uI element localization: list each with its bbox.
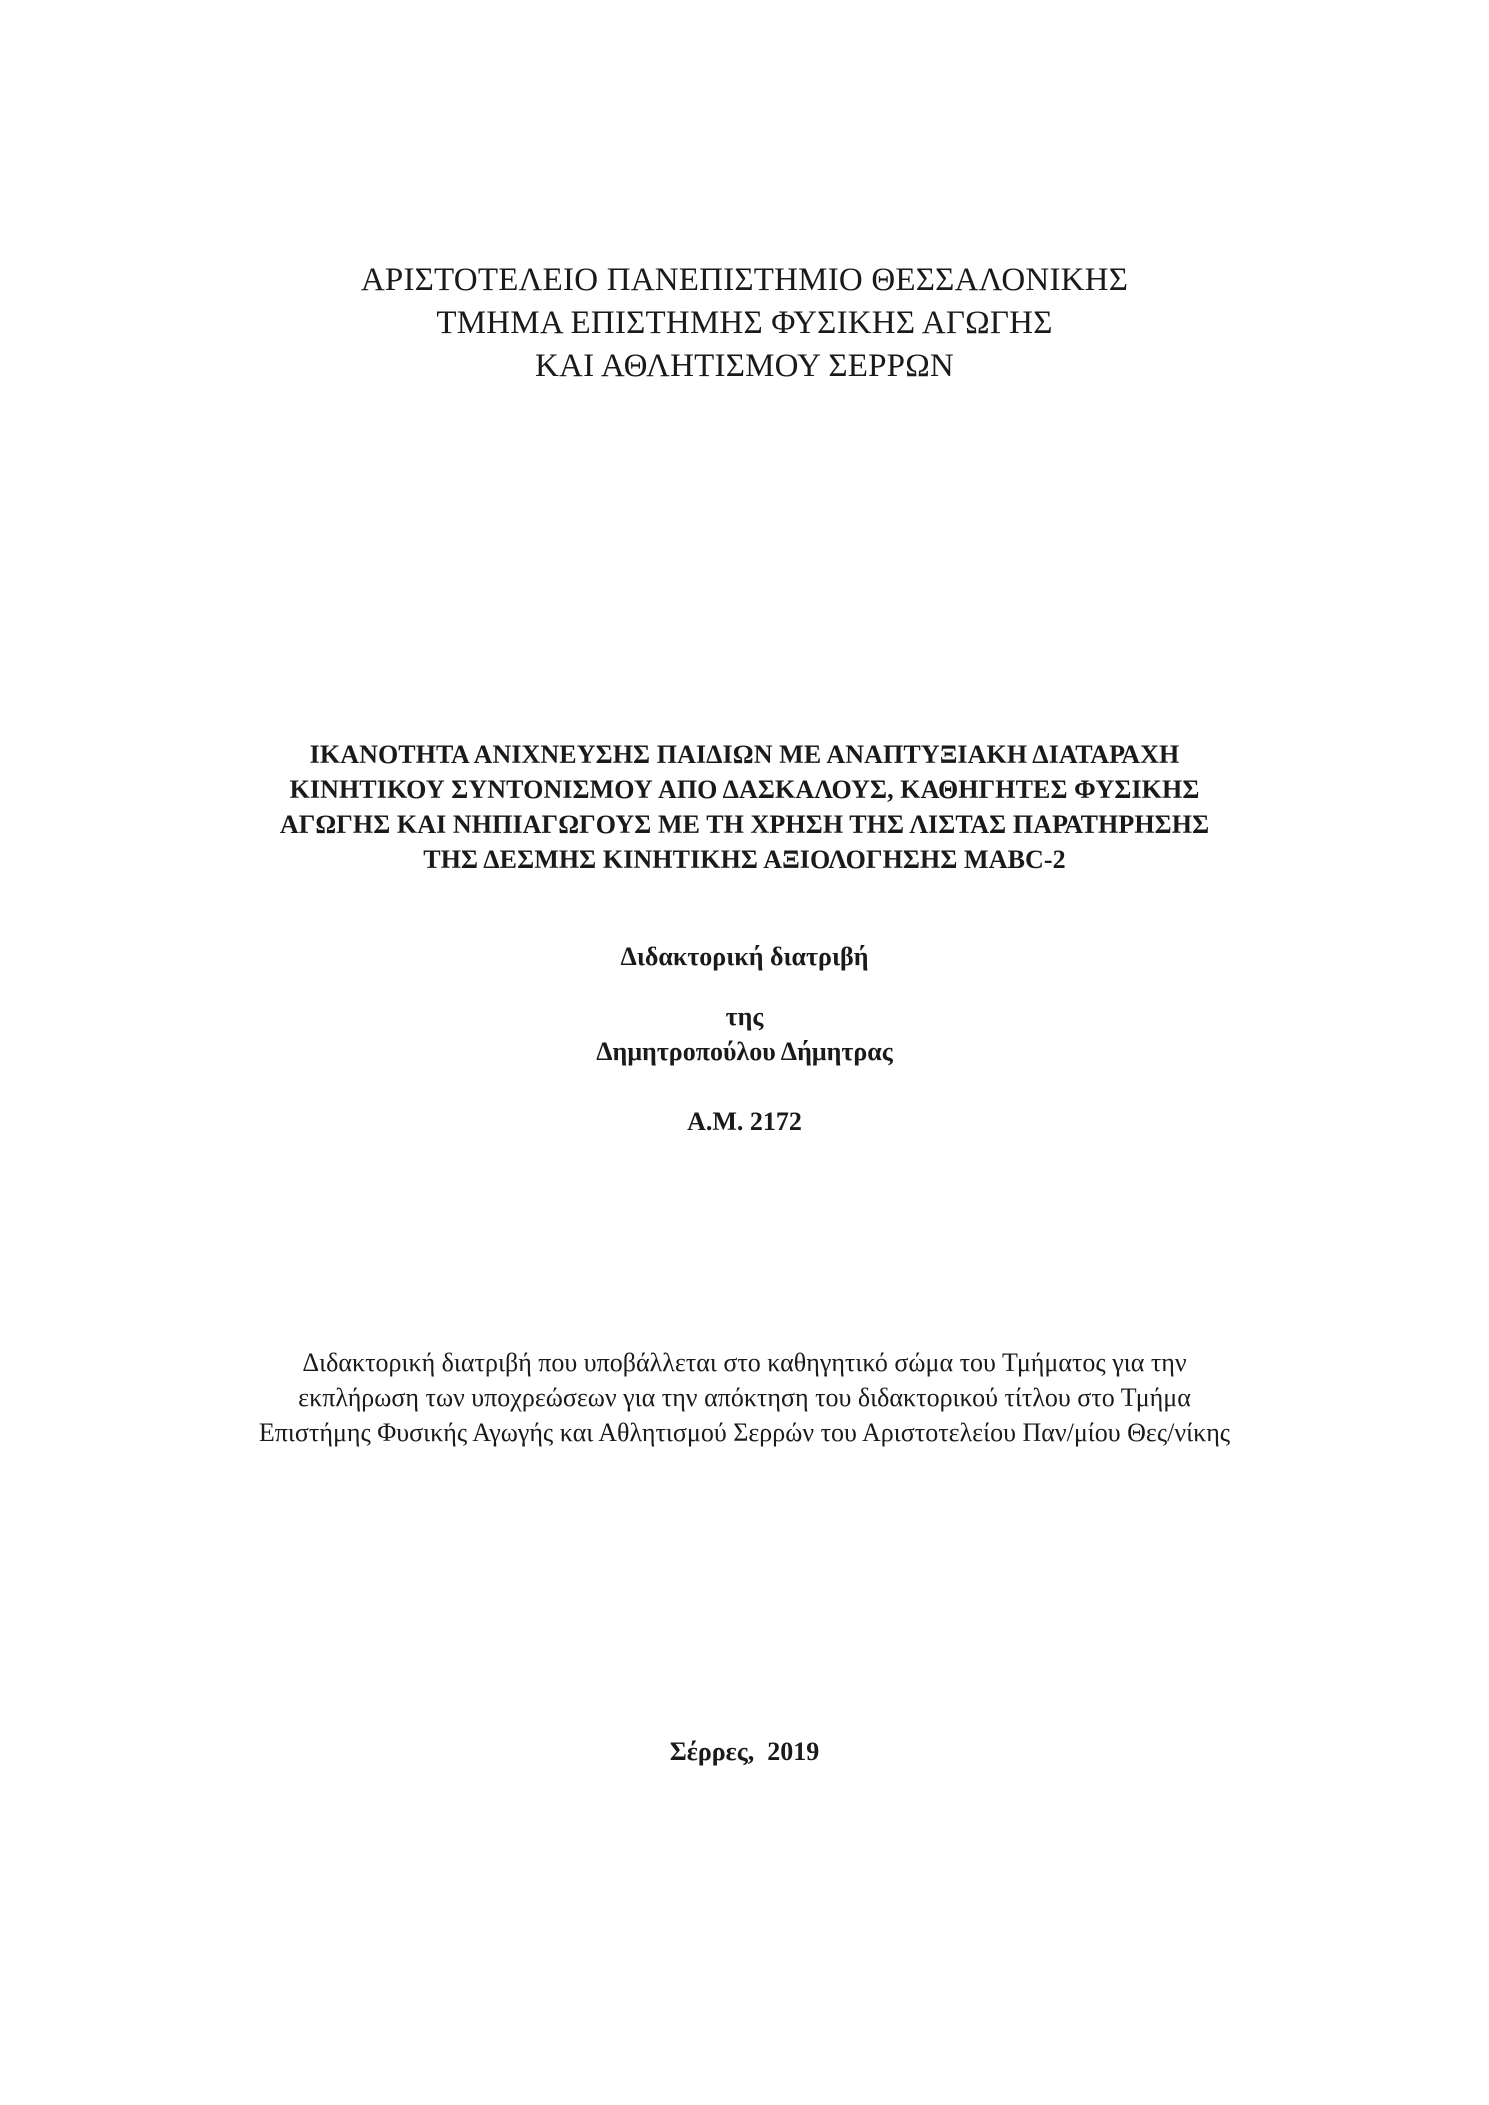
thesis-title-line-1: ΙΚΑΝΟΤΗΤΑ ΑΝΙΧΝΕΥΣΗΣ ΠΑΙΔΙΩΝ ΜΕ ΑΝΑΠΤΥΞΙΑΚΗ ΔΙΑΤΑΡΑΧΗ (309, 740, 1180, 769)
institution-line-3: ΚΑΙ ΑΘΛΗΤΙΣΜΟΥ ΣΕΡΡΩΝ (535, 348, 954, 384)
description-line-1: Διδακτορική διατριβή που υποβάλλεται στο καθηγητικό σώμα του Τμήματος για την (302, 1348, 1187, 1377)
document-type: Διδακτορική διατριβή (620, 942, 869, 971)
institution-line-2: ΤΜΗΜΑ ΕΠΙΣΤΗΜΗΣ ΦΥΣΙΚΗΣ ΑΓΩΓΗΣ (436, 305, 1053, 341)
thesis-title-line-3: ΑΓΩΓΗΣ ΚΑΙ ΝΗΠΙΑΓΩΓΟΥΣ ΜΕ ΤΗ ΧΡΗΣΗ ΤΗΣ ΛΙΣΤΑΣ ΠΑΡΑΤΗΡΗΣΗΣ (279, 810, 1210, 839)
institution-line-1: ΑΡΙΣΤΟΤΕΛΕΙΟ ΠΑΝΕΠΙΣΤΗΜΙΟ ΘΕΣΣΑΛΟΝΙΚΗΣ (360, 262, 1129, 298)
thesis-title-line-4: ΤΗΣ ΔΕΣΜΗΣ ΚΙΝΗΤΙΚΗΣ ΑΞΙΟΛΟΓΗΣΗΣ MABC-2 (423, 845, 1066, 874)
author-prefix: της (725, 1002, 764, 1031)
description-line-2: εκπλήρωση των υποχρεώσεων για την απόκτηση του διδακτορικού τίτλου στο Τμήμα (298, 1383, 1191, 1412)
registration-number: Α.Μ. 2172 (687, 1107, 802, 1136)
author-name: Δημητροπούλου Δήμητρας (596, 1037, 893, 1066)
description-line-3: Επιστήμης Φυσικής Αγωγής και Αθλητισμού Σερρών του Αριστοτελείου Παν/μίου Θες/νίκης (258, 1418, 1231, 1447)
place-and-date: Σέρρες, 2019 (669, 1737, 820, 1766)
thesis-title-line-2: ΚΙΝΗΤΙΚΟΥ ΣΥΝΤΟΝΙΣΜΟΥ ΑΠΟ ΔΑΣΚΑΛΟΥΣ, ΚΑΘΗΓΗΤΕΣ ΦΥΣΙΚΗΣ (289, 775, 1200, 804)
